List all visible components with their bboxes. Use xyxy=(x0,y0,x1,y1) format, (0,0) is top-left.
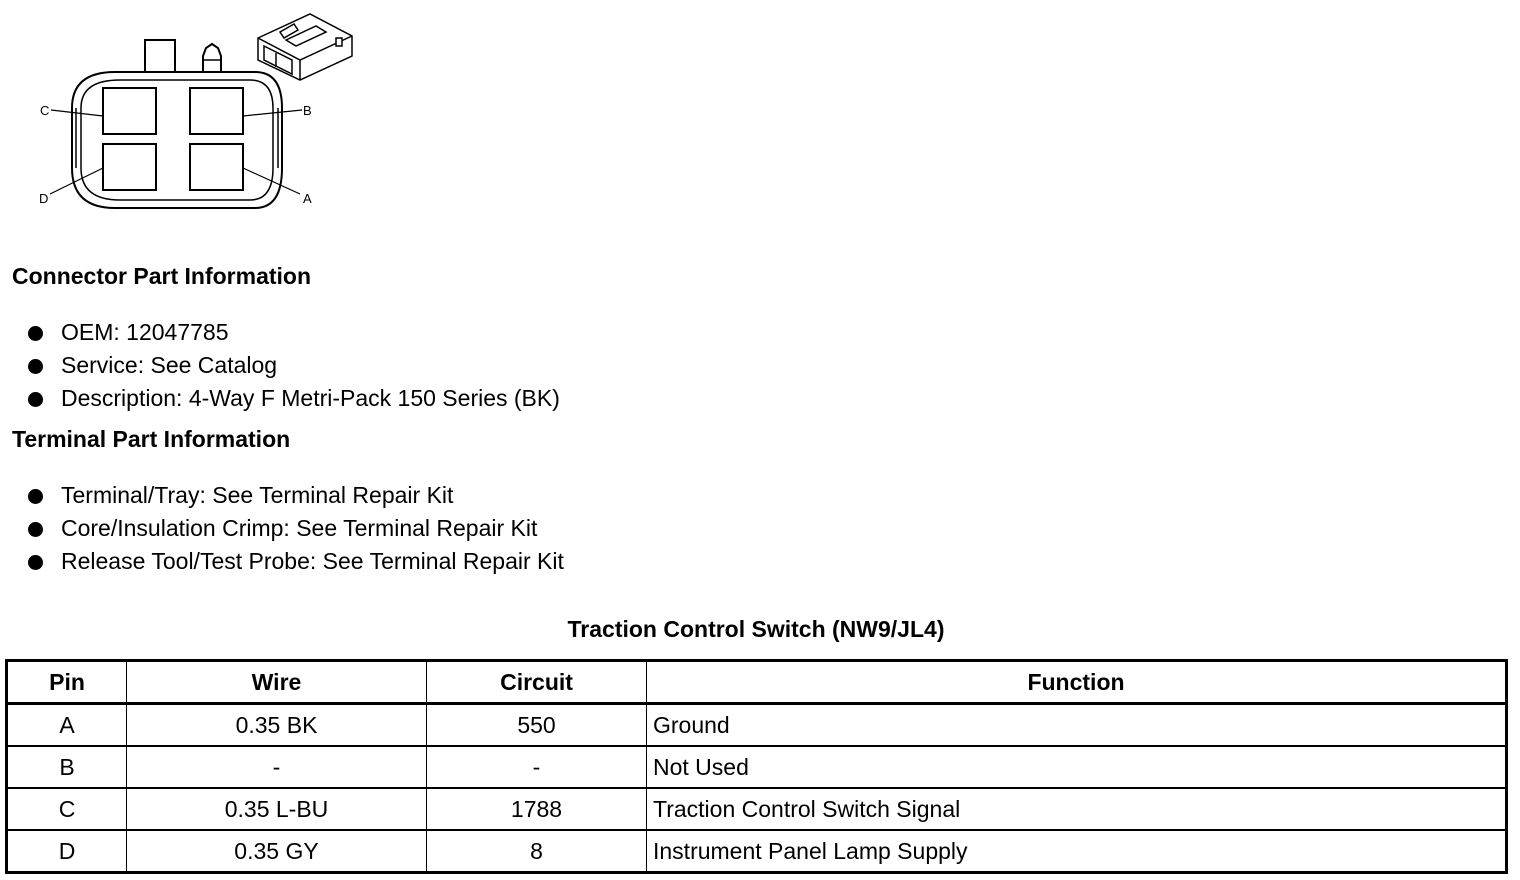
cell-circuit: 550 xyxy=(427,704,647,747)
table-header-row xyxy=(7,661,1507,704)
cell-wire: 0.35 L-BU xyxy=(127,788,427,830)
bullet-icon xyxy=(28,489,43,504)
cell-function: Not Used xyxy=(647,746,1507,788)
header-pin: Pin xyxy=(7,661,127,704)
table-row xyxy=(7,830,1507,873)
cell-pin: B xyxy=(7,746,127,788)
connector-isometric-view xyxy=(258,14,352,80)
pin-label-c: C xyxy=(40,103,50,118)
bullet-icon xyxy=(28,326,43,341)
table-row xyxy=(7,788,1507,830)
list-item: Release Tool/Test Probe: See Terminal Repair Kit xyxy=(28,545,564,578)
terminal-info-title: Terminal Part Information xyxy=(12,426,291,452)
table-row xyxy=(7,704,1507,747)
bullet-icon xyxy=(28,522,43,537)
list-item: Core/Insulation Crimp: See Terminal Repair Kit xyxy=(28,512,564,545)
table-row xyxy=(7,746,1507,788)
cell-pin: C xyxy=(7,788,127,830)
cell-function: Ground xyxy=(647,704,1507,747)
cell-wire: 0.35 GY xyxy=(127,830,427,873)
bullet-icon xyxy=(28,392,43,407)
pinout-table xyxy=(5,659,1508,874)
cavity-a xyxy=(190,144,243,190)
cell-pin: A xyxy=(7,704,127,747)
cell-circuit: 1788 xyxy=(427,788,647,830)
cell-function: Traction Control Switch Signal xyxy=(647,788,1507,830)
bullet-icon xyxy=(28,359,43,374)
cell-function: Instrument Panel Lamp Supply xyxy=(647,830,1507,873)
bullet-icon xyxy=(28,555,43,570)
list-item: OEM: 12047785 xyxy=(28,316,560,349)
cell-circuit: 8 xyxy=(427,830,647,873)
cell-circuit: - xyxy=(427,746,647,788)
cavity-c xyxy=(103,88,156,134)
connector-info-list xyxy=(28,316,560,415)
list-item: Terminal/Tray: See Terminal Repair Kit xyxy=(28,479,564,512)
cavity-b xyxy=(190,88,243,134)
pin-label-b: B xyxy=(303,103,312,118)
cell-wire: - xyxy=(127,746,427,788)
connector-info-title: Connector Part Information xyxy=(12,263,312,289)
cell-pin: D xyxy=(7,830,127,873)
header-wire: Wire xyxy=(127,661,427,704)
list-item: Description: 4-Way F Metri-Pack 150 Series (BK) xyxy=(28,382,560,415)
header-circuit: Circuit xyxy=(427,661,647,704)
list-item: Service: See Catalog xyxy=(28,349,560,382)
cell-wire: 0.35 BK xyxy=(127,704,427,747)
pin-label-d: D xyxy=(39,191,49,206)
pin-label-a: A xyxy=(303,191,312,206)
table-title: Traction Control Switch (NW9/JL4) xyxy=(567,616,945,642)
terminal-info-list xyxy=(28,479,564,578)
connector-face-diagram xyxy=(30,8,370,213)
cavity-d xyxy=(103,144,156,190)
header-function: Function xyxy=(647,661,1507,704)
